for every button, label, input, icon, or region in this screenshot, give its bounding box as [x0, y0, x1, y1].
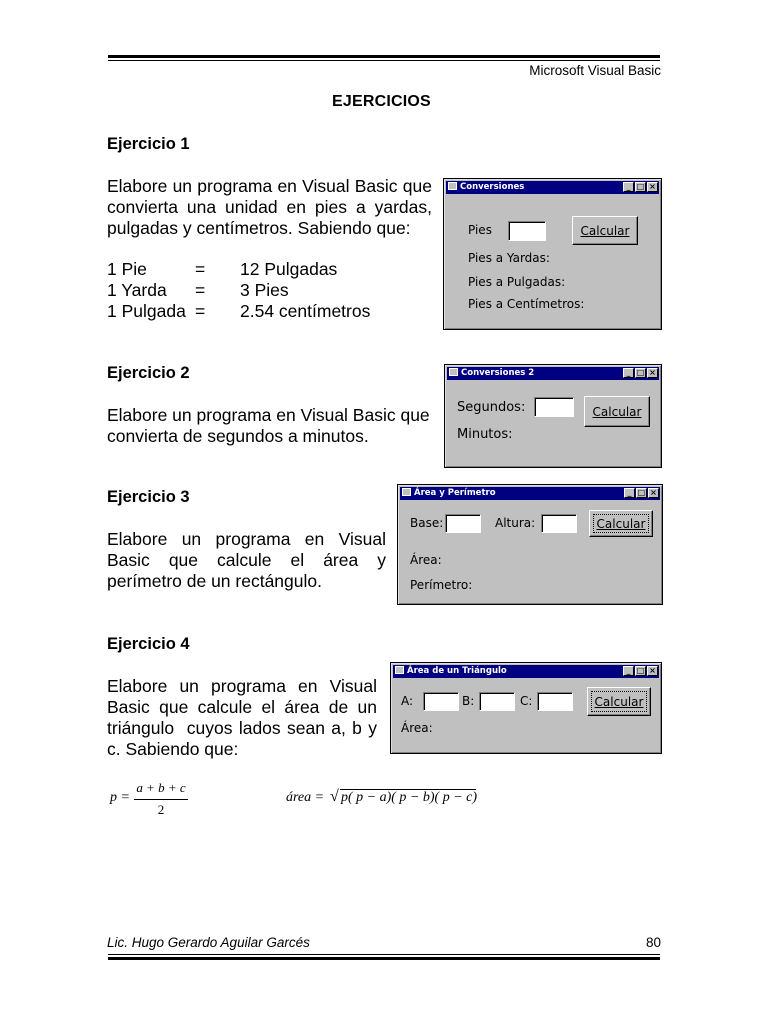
- p-formula-fraction-bar: [134, 799, 188, 800]
- base-input[interactable]: [445, 514, 481, 533]
- altura-label: Altura:: [495, 516, 536, 530]
- p-formula-numerator: a + b + c: [136, 780, 186, 795]
- exercise-4-line: Basic que calcule el área de un: [107, 697, 377, 717]
- exercise-3-line: perímetro de un rectángulo.: [107, 571, 322, 591]
- calcular-label: Calcular: [580, 223, 630, 238]
- close-icon[interactable]: ×: [647, 182, 658, 192]
- minimize-icon[interactable]: _: [623, 368, 634, 378]
- exercise-2-text: [107, 405, 437, 447]
- window-controls: [623, 488, 659, 499]
- area-triangulo-window: [390, 662, 662, 754]
- exercise-3-line: Elabore un programa en Visual: [107, 529, 386, 549]
- altura-input[interactable]: [541, 514, 577, 533]
- exercise-2-line: convierta de segundos a minutos.: [107, 426, 369, 446]
- exercise-4-text: [107, 676, 377, 760]
- minimize-icon[interactable]: _: [623, 182, 634, 192]
- equivalence-sign: =: [195, 280, 206, 300]
- window-controls: [622, 368, 658, 379]
- exercise-3-line: Basic que calcule el área y: [107, 550, 386, 570]
- exercise-2-line: Elabore un programa en Visual Basic que: [107, 405, 430, 425]
- centimetros-label: Pies a Centímetros:: [468, 297, 585, 311]
- exercise-4-line: triángulo cuyos lados sean a, b y: [107, 718, 377, 738]
- window-title: Área y Perímetro: [414, 488, 496, 498]
- equivalence-left: 1 Pie: [107, 259, 147, 279]
- equivalence-left: 1 Pulgada: [107, 301, 186, 321]
- calcular-button[interactable]: [587, 687, 651, 716]
- area-label: Área:: [410, 553, 442, 567]
- p-formula-denominator: 2: [157, 802, 165, 817]
- yardas-label: Pies a Yardas:: [468, 251, 550, 265]
- segundos-input[interactable]: [534, 397, 574, 417]
- equivalence-sign: =: [195, 259, 206, 279]
- area-label: Área:: [401, 721, 433, 735]
- maximize-icon[interactable]: □: [636, 368, 645, 377]
- calcular-button[interactable]: [572, 216, 638, 245]
- c-label: C:: [520, 694, 533, 708]
- maximize-icon[interactable]: □: [636, 666, 645, 675]
- footer-page-number: 80: [645, 935, 661, 950]
- pies-label: Pies: [468, 223, 492, 237]
- b-label: B:: [462, 694, 475, 708]
- maximize-icon[interactable]: □: [637, 488, 646, 497]
- footer-rule-thick: [108, 957, 660, 960]
- window-title: Área de un Triángulo: [407, 666, 507, 676]
- pies-input[interactable]: [508, 221, 546, 241]
- base-label: Base:: [410, 516, 444, 530]
- title-bar: [446, 181, 659, 194]
- page-title: EJERCICIOS: [332, 93, 431, 110]
- a-label: A:: [401, 694, 414, 708]
- close-icon[interactable]: ×: [647, 368, 658, 378]
- perimetro-label: Perímetro:: [410, 578, 473, 592]
- exercise-1-line: Elabore un programa en Visual Basic que: [107, 176, 432, 196]
- exercise-3-text: [107, 529, 386, 592]
- app-icon: [402, 488, 411, 496]
- sqrt-symbol-icon: √: [330, 788, 339, 805]
- equivalence-right: 3 Pies: [240, 280, 289, 300]
- a-input[interactable]: [423, 692, 459, 711]
- close-icon[interactable]: ×: [647, 666, 658, 676]
- area-formula-radicand: p( p − a)( p − b)( p − c): [341, 790, 478, 805]
- exercise-4-line: Elabore un programa en Visual: [107, 676, 377, 696]
- exercise-4-line: c. Sabiendo que:: [107, 739, 239, 759]
- minutos-label: Minutos:: [457, 427, 513, 442]
- footer-rule-thin: [108, 954, 660, 955]
- app-icon: [395, 666, 404, 674]
- conversiones-window: [443, 178, 662, 330]
- title-bar: [400, 487, 660, 500]
- exercise-1-text: [107, 176, 432, 239]
- area-perimetro-window: [397, 484, 663, 605]
- exercise-1-line: convierta una unidad en pies a yardas,: [107, 197, 432, 217]
- window-controls: [622, 666, 658, 677]
- header-rule-thick: [108, 55, 660, 58]
- b-input[interactable]: [479, 692, 515, 711]
- calcular-label: Calcular: [594, 694, 644, 709]
- calcular-button[interactable]: [584, 396, 650, 427]
- c-input[interactable]: [537, 692, 573, 711]
- exercise-2-heading: Ejercicio 2: [107, 364, 190, 382]
- app-icon: [449, 368, 458, 376]
- header-title: Microsoft Visual Basic: [529, 63, 661, 78]
- title-bar: [393, 665, 659, 678]
- p-formula-lhs: p =: [110, 790, 130, 805]
- header-rule-thin: [108, 60, 660, 61]
- app-icon: [448, 182, 457, 190]
- segundos-label: Segundos:: [457, 400, 526, 415]
- exercise-3-heading: Ejercicio 3: [107, 488, 190, 506]
- footer-author: Lic. Hugo Gerardo Aguilar Garcés: [107, 935, 310, 950]
- minimize-icon[interactable]: _: [623, 666, 634, 676]
- equivalence-sign: =: [195, 301, 206, 321]
- window-title: Conversiones 2: [461, 368, 535, 378]
- equivalence-right: 2.54 centímetros: [240, 301, 371, 321]
- close-icon[interactable]: ×: [648, 488, 659, 498]
- conversiones-2-window: [444, 364, 662, 468]
- equivalence-left: 1 Yarda: [107, 280, 167, 300]
- window-title: Conversiones: [460, 182, 525, 192]
- calcular-label: Calcular: [592, 404, 642, 419]
- exercise-1-line: pulgadas y centímetros. Sabiendo que:: [107, 218, 411, 238]
- pulgadas-label: Pies a Pulgadas:: [468, 275, 566, 289]
- calcular-label: Calcular: [596, 516, 646, 531]
- area-formula-lhs: área =: [286, 790, 325, 805]
- exercise-1-heading: Ejercicio 1: [107, 135, 190, 153]
- equivalence-right: 12 Pulgadas: [240, 259, 338, 279]
- calcular-button[interactable]: [589, 510, 653, 537]
- maximize-icon[interactable]: □: [636, 182, 645, 191]
- title-bar: [447, 367, 659, 380]
- exercise-4-heading: Ejercicio 4: [107, 635, 190, 653]
- minimize-icon[interactable]: _: [624, 488, 635, 498]
- window-controls: [622, 182, 658, 193]
